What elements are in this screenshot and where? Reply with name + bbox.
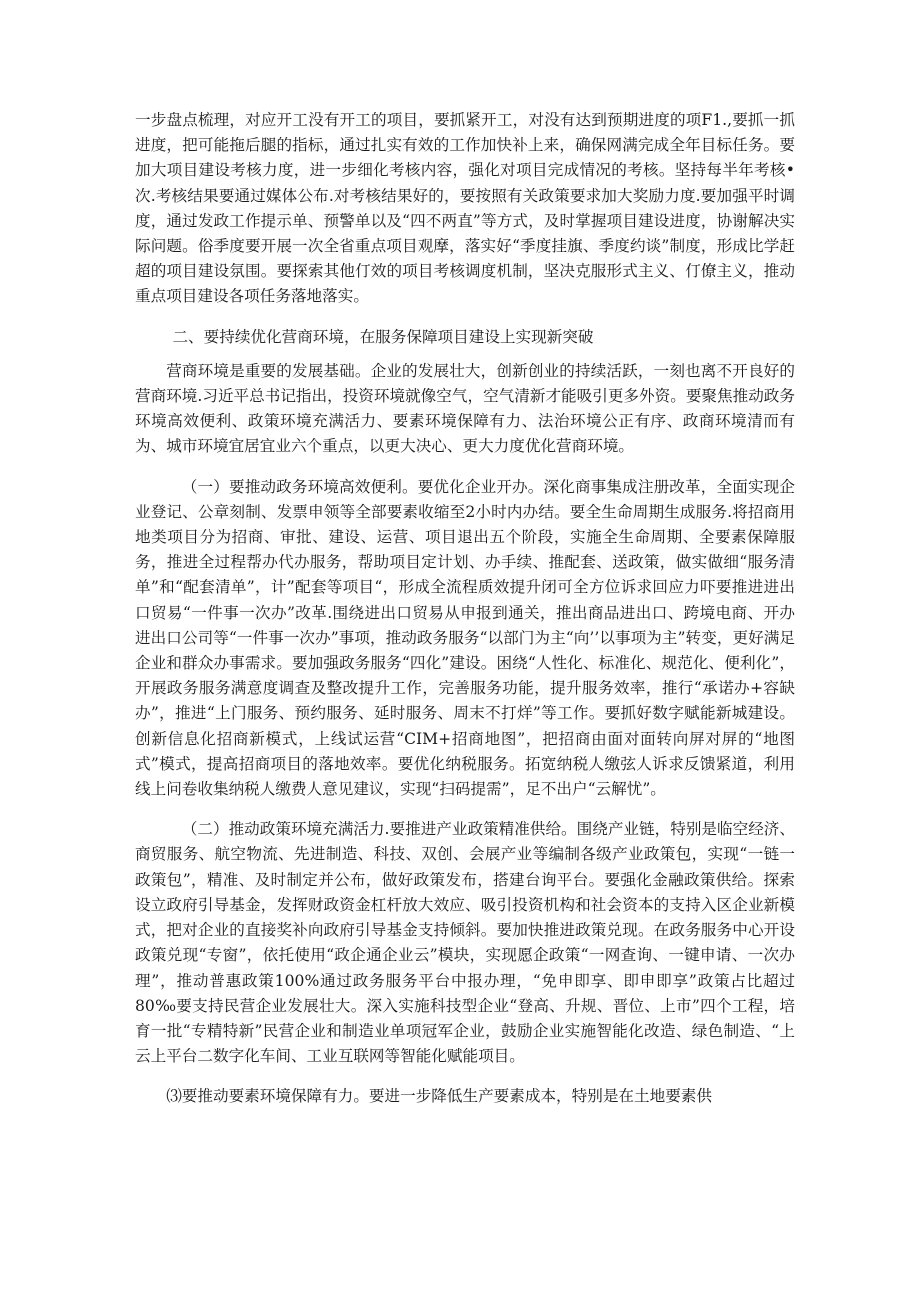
paragraph-business-environment-intro: 营商环境是重要的发展基础。企业的发展壮大，创新创业的持续活跃，一刻也离不开良好的营商环境.习近平总书记指出，投资环境就像空气，空气清新才能吸引更多外资。要聚焦推动政务环境高效便利、政策环境充满活力、要素环境保障有力、法治环境公正有序、政商环境清而有为、城市环境宜居宜业六个重点，以更大决心、更大力度优化营商环境。 bbox=[135, 361, 795, 456]
paragraph-government-services: （一）要推动政务环境高效便利。要优化企业开办。深化商事集成注册改革，全面实现企业登记、公章刻制、发票申领等全部要素收缩至2小时内办结。要全生命周期生成服务.将招商用地类项目分为招商、审批、建设、运营、项目退出五个阶段，实施全生命周期、全要素保障服务，推进全过程帮办代办服务，帮助项目定计划、办手续、推配套、送政策，做实做细“服务清单”和“配套清单”，计”配套等项目“，形成全流程质效提升闭可全方位诉求回应力吓要推进进出口贸易“一件事一次办”改革.围绕进出口贸易从申报到通关，推出商品进出口、跨境电商、开办进出口公司等“一件事一次办”事项，推动政务服务“以部门为主“向’’以事项为主”转变，更好满足企业和群众办事需求。要加强政务服务“四化”建设。困绕“人性化、标准化、规范化、便利化”，开展政务服务满意度调查及整改提升工作，完善服务功能，提升服务效率，推行“承诺办+容缺办”，推进“上门服务、预约服务、延时服务、周末不打烊”等工作。要抓好数字赋能新城建设。创新信息化招商新模式，上线试运营“CIM+招商地图”，把招商由面对面转向屏对屏的“地图式”模式，提高招商项目的落地效率。要优化纳税服务。拓宽纳税人缴弦人诉求反馈紧道，利用线上问卷收集纳税人缴费人意见建议，实现“扫码提需”，足不出户“云解忧”。 bbox=[135, 477, 795, 799]
paragraph-policy-environment: （二）推动政策环境充满活力.要推进产业政策精准供给。围绕产业链，特别是临空经济、商贸服务、航空物流、先进制造、科技、双创、会展产业等编制各级产业政策包，实现“一链一政策包”，精准、及时制定并公布，做好政策发布，搭建台询平台。要强化金融政策供给。探索设立政府引导基金，发挥财政资金杠杆放大效应、吸引投资机构和社会资本的支持入区企业新模式，把对企业的直接奖补向政府引导基金支持倾斜。要加快推进政策兑现。在政务服务中心开设政策兑现“专窗”，依托使用“政企通企业云”模块，实现愿企政策“一网查询、一键申请、一次办理”，推动普惠政策100%通过政务服务平台中报办理，“免申即享、即申即享”政策占比超过80‰要支持民营企业发展壮大。深入实施科技型企业“登高、升规、晋位、上市”四个工程，培育一批“专精特新”民营企业和制造业单项冠军企业，鼓励企业实施智能化改造、绿色制造、“上云上平台二数字化车间、工业互联网等智能化赋能项目。 bbox=[135, 820, 795, 1066]
section-heading-business-environment: 二、要持续优化营商环境，在服务保障项目建设上实现新突破 bbox=[172, 327, 594, 346]
document-page bbox=[135, 108, 795, 1110]
paragraph-factor-environment: ⑶要推动要素环境保障有力。要进一步降低生产要素成本，特别是在土地要素供 bbox=[166, 1087, 712, 1106]
paragraph-project-review: 一步盘点梳理，对应开工没有开工的项目，要抓紧开工，对没有达到预期进度的项F1.,要抓一抓进度，把可能拖后腿的指标，通过扎实有效的工作加快补上来，确保网满完成全年目标任务。要加大项目建设考核力度，进一步细化考核内容，强化对项目完成情况的考核。坚持每半年考核•次.考核结果要通过媒体公布.对考核结果好的，要按照有关政策要求加大奖励力度.要加强平时调度，通过发政工作提示单、预警单以及“四不两直”等方式，及时掌握项目建设进度，协谢解决实际问题。俗季度要开展一次全省重点项目观摩，落实好“季度挂旗、季度约谈”制度，形成比学赶超的项目建设氛围。要探索其他仃效的项目考核调度机制，坚决克服形式主义、仃僚主义，推动重点项目建设各项任务落地落实。 bbox=[135, 111, 795, 306]
